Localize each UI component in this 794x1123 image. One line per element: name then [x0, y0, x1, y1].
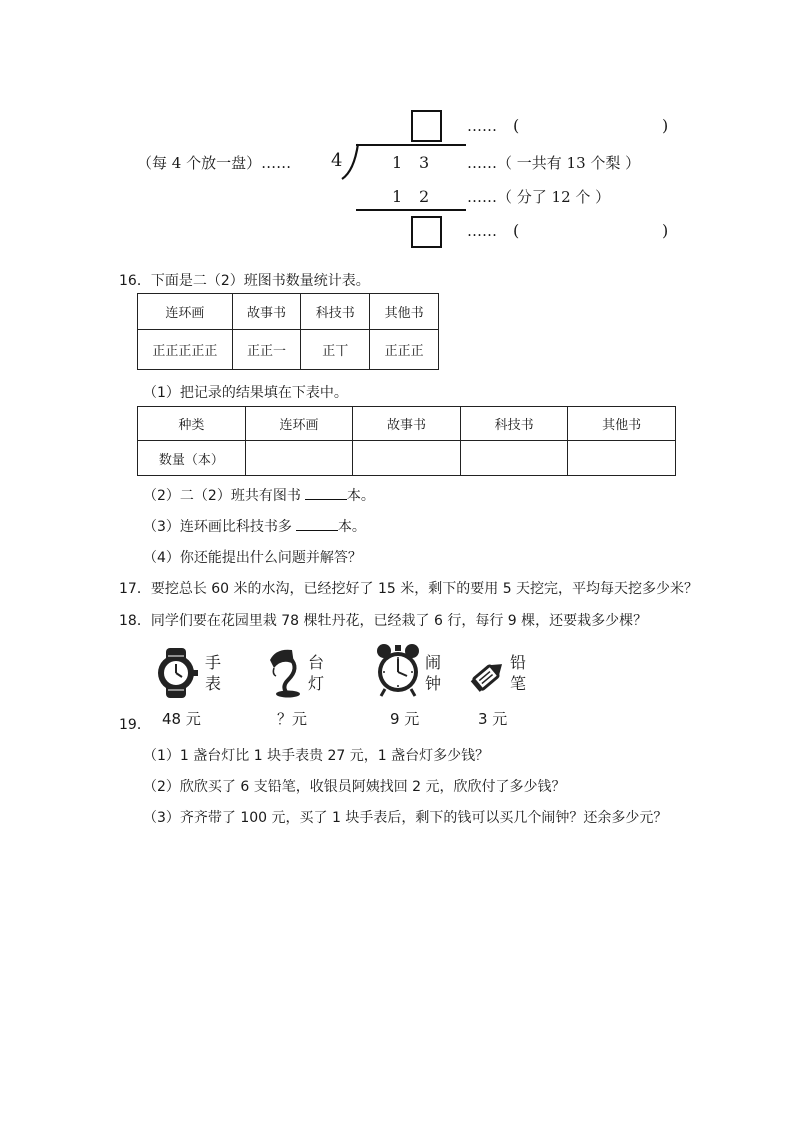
dividend-digit-1: 1 [392, 153, 403, 172]
item-label: 手 [204, 653, 221, 672]
q19-sub3: （3）齐齐带了 100 元，买了 1 块手表后，剩下的钱可以买几个闹钟？还余多少元？ [143, 810, 668, 826]
division-bracket [340, 143, 360, 183]
wristwatch-icon [150, 648, 202, 698]
item-label: 铅 [509, 653, 526, 672]
count-header: 其他书 [568, 407, 676, 441]
count-table [137, 406, 676, 476]
count-answer-cell[interactable] [460, 441, 568, 476]
subtraction-bar [356, 209, 466, 211]
tally-marks: 正丅 [301, 330, 370, 370]
row3-note: ……（ 分了 12 个 ） [467, 188, 611, 206]
item-label: 表 [204, 674, 221, 693]
count-header: 种类 [138, 407, 246, 441]
q16-sub2-suffix: 本。 [346, 488, 375, 504]
product-digit-1: 1 [392, 187, 403, 206]
q16-title: 16．下面是二（2）班图书数量统计表。 [119, 273, 370, 289]
product-digit-2: 2 [419, 187, 430, 206]
quotient-box[interactable] [411, 110, 442, 142]
row4-paren-close: ) [662, 221, 669, 240]
item-price: 3 元 [478, 710, 508, 728]
count-header: 科技书 [460, 407, 568, 441]
q16-sub3 [143, 516, 366, 536]
q16-sub1: （1）把记录的结果填在下表中。 [143, 385, 348, 401]
q17-text: 17．要挖总长 60 米的水沟，已经挖好了 15 米，剩下的要用 5 天挖完，平均每天挖多少米？ [119, 581, 699, 597]
q16-sub2-prefix: （2）二（2）班共有图书 [143, 488, 301, 504]
row1-paren-close: ) [662, 116, 669, 135]
tally-header: 连环画 [138, 294, 233, 330]
answer-blank[interactable] [305, 487, 347, 500]
q19-sub2: （2）欣欣买了 6 支铅笔，收银员阿姨找回 2 元，欣欣付了多少钱？ [143, 779, 566, 795]
row1-paren-open: ( [513, 116, 520, 135]
q16-sub4: （4）你还能提出什么问题并解答？ [143, 550, 362, 566]
item-label: 钟 [424, 674, 441, 693]
q19-number: 19． [119, 717, 151, 733]
desk-lamp-icon [266, 646, 306, 698]
item-label: 笔 [509, 674, 526, 693]
row4-paren-open: ( [513, 221, 520, 240]
divisor: 4 [331, 150, 343, 171]
tally-marks: 正正一 [232, 330, 301, 370]
count-row-label: 数量（本） [138, 441, 246, 476]
q16-sub2 [143, 485, 375, 505]
remainder-box[interactable] [411, 216, 442, 248]
tally-header: 科技书 [301, 294, 370, 330]
pencil-icon [470, 656, 508, 694]
row4-dots: …… [467, 222, 497, 240]
item-label: 闹 [424, 653, 441, 672]
tally-marks: 正正正 [370, 330, 439, 370]
alarm-clock-icon [375, 643, 421, 697]
count-header: 故事书 [353, 407, 461, 441]
item-label: 台 [307, 653, 324, 672]
count-header: 连环画 [245, 407, 353, 441]
tally-header: 其他书 [370, 294, 439, 330]
item-price: 48 元 [162, 710, 201, 728]
count-answer-cell[interactable] [245, 441, 353, 476]
item-price: 9 元 [390, 710, 420, 728]
tally-header: 故事书 [232, 294, 301, 330]
count-answer-cell[interactable] [568, 441, 676, 476]
tally-marks: 正正正正正 [138, 330, 233, 370]
q16-sub3-prefix: （3）连环画比科技书多 [143, 519, 292, 535]
tally-table [137, 293, 439, 370]
count-answer-cell[interactable] [353, 441, 461, 476]
left-note: （每 4 个放一盘）…… [137, 154, 292, 172]
item-price: ？元 [277, 710, 308, 728]
q16-sub3-suffix: 本。 [337, 519, 366, 535]
row1-dots: …… [467, 117, 497, 135]
item-label: 灯 [307, 674, 324, 693]
q19-sub1: （1）1 盏台灯比 1 块手表贵 27 元，1 盏台灯多少钱？ [143, 748, 490, 764]
q18-text: 18．同学们要在花园里栽 78 棵牡丹花，已经栽了 6 行，每行 9 棵，还要栽多少棵？ [119, 613, 648, 629]
answer-blank[interactable] [296, 518, 338, 531]
division-bar [356, 144, 466, 146]
dividend-digit-2: 3 [419, 153, 430, 172]
row2-note: ……（ 一共有 13 个梨 ） [467, 154, 641, 172]
